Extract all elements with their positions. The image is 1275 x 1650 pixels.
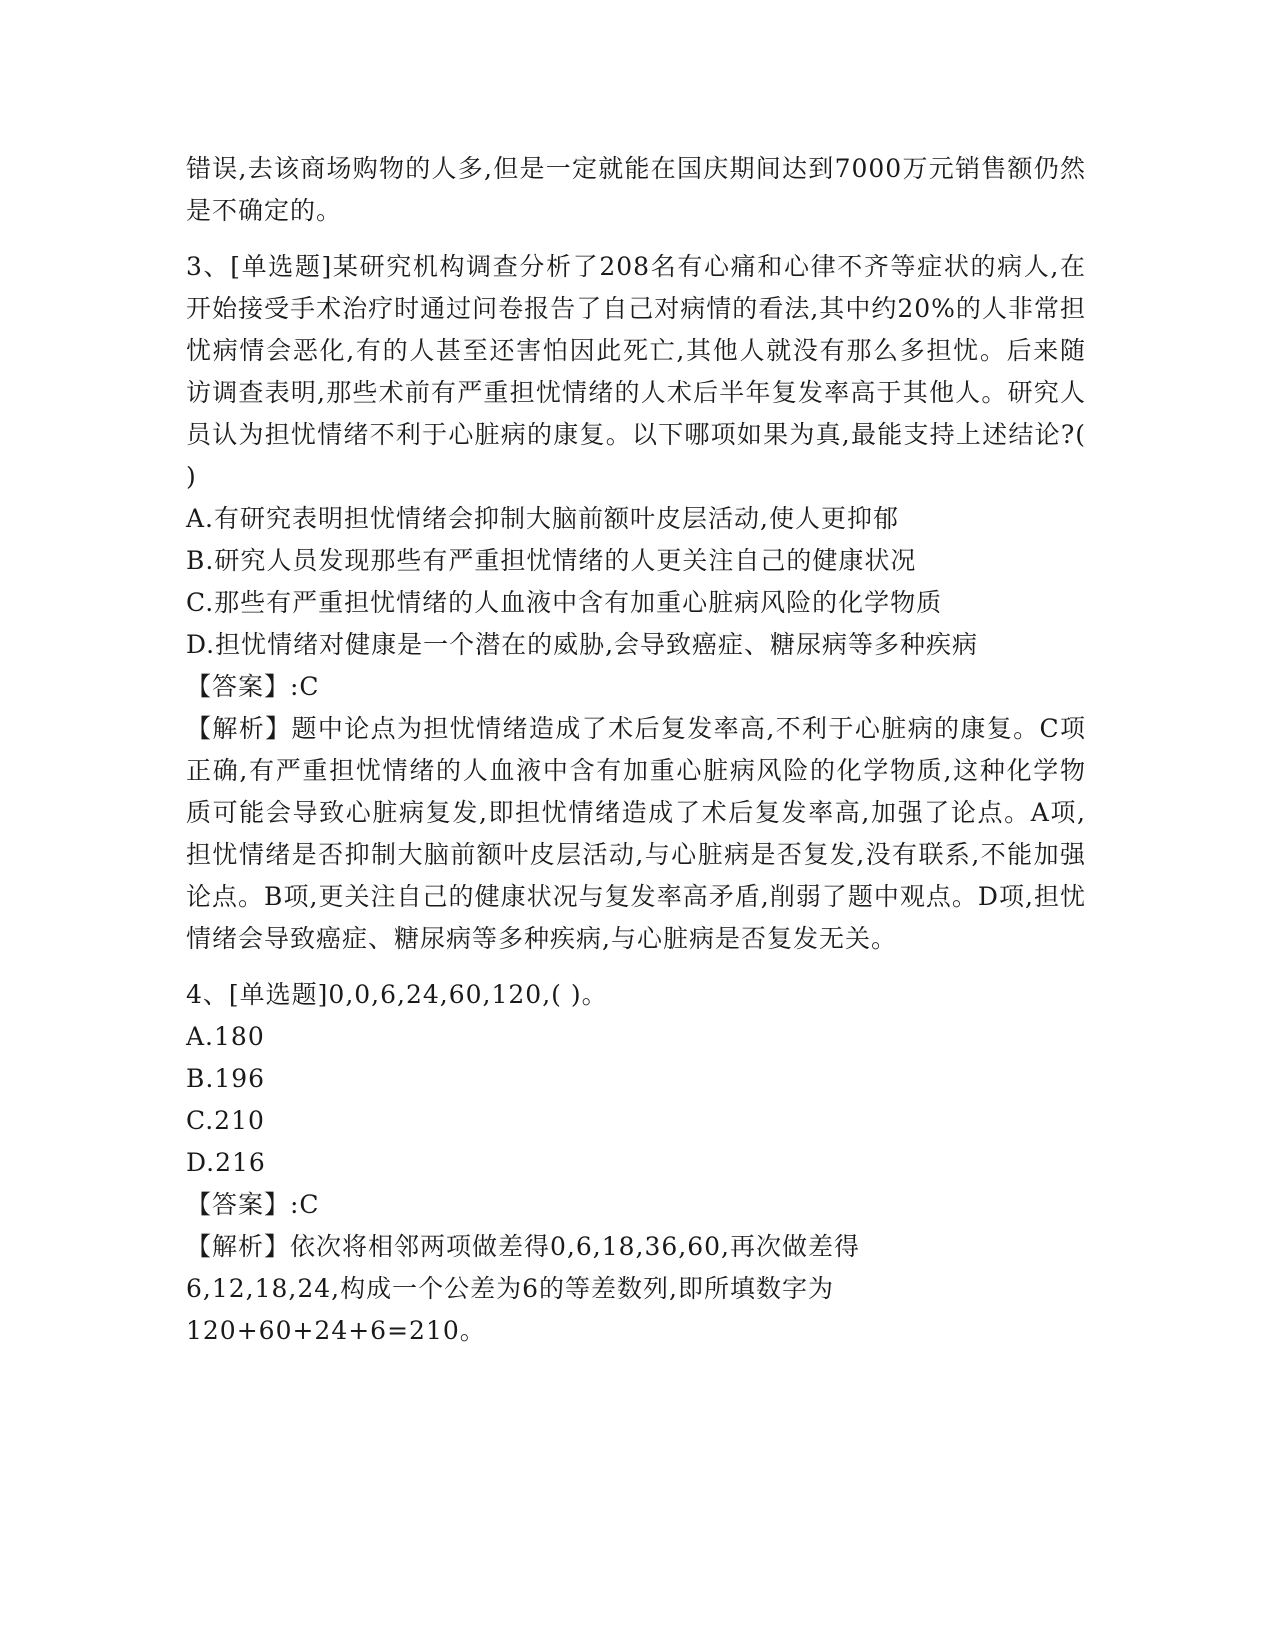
- question-3-option-b: B.研究人员发现那些有严重担忧情绪的人更关注自己的健康状况: [186, 546, 917, 575]
- continuation-paragraph: 错误,去该商场购物的人多,但是一定就能在国庆期间达到7000万元销售额仍然是不确定的。: [186, 154, 1086, 225]
- question-3-answer: 【答案】:C: [186, 672, 320, 701]
- question-3-option-a: A.有研究表明担忧情绪会抑制大脑前额叶皮层活动,使人更抑郁: [186, 504, 899, 533]
- question-4-answer: 【答案】:C: [186, 1190, 320, 1219]
- spacer: [186, 232, 1086, 246]
- question-4-option-b: B.196: [186, 1064, 266, 1093]
- question-3-option-d: D.担忧情绪对健康是一个潜在的威胁,会导致癌症、糖尿病等多种疾病: [186, 630, 979, 659]
- question-3-option-c: C.那些有严重担忧情绪的人血液中含有加重心脏病风险的化学物质: [186, 588, 943, 617]
- question-3-stem: 3、[单选题]某研究机构调查分析了208名有心痛和心律不齐等症状的病人,在开始接受手术治疗时通过问卷报告了自己对病情的看法,其中约20%的人非常担忧病情会恶化,有的人甚至还害怕因此死亡,其他人就没有那么多担忧。后来随访调查表明,那些术前有严重担忧情绪的人术后半年复发率高于其他人。研究人员认为担忧情绪不利于心脏病的康复。以下哪项如果为真,最能支持上述结论?( ): [186, 252, 1086, 491]
- question-4-analysis-line: 【解析】依次将相邻两项做差得0,6,18,36,60,再次做差得: [186, 1232, 860, 1261]
- question-4-option-d: D.216: [186, 1148, 266, 1177]
- document-page: [186, 148, 1086, 1352]
- question-4-option-a: A.180: [186, 1022, 265, 1051]
- question-4-analysis-line: 6,12,18,24,构成一个公差为6的等差数列,即所填数字为: [186, 1274, 834, 1303]
- question-4-option-c: C.210: [186, 1106, 265, 1135]
- question-4-analysis-line: 120+60+24+6=210。: [186, 1316, 486, 1345]
- question-3-analysis: 【解析】题中论点为担忧情绪造成了术后复发率高,不利于心脏病的康复。C项正确,有严重担忧情绪的人血液中含有加重心脏病风险的化学物质,这种化学物质可能会导致心脏病复发,即担忧情绪造成了术后复发率高,加强了论点。A项,担忧情绪是否抑制大脑前额叶皮层活动,与心脏病是否复发,没有联系,不能加强论点。B项,更关注自己的健康状况与复发率高矛盾,削弱了题中观点。D项,担忧情绪会导致癌症、糖尿病等多种疾病,与心脏病是否复发无关。: [186, 714, 1086, 953]
- question-4: [186, 974, 1086, 1352]
- question-4-stem: 4、[单选题]0,0,6,24,60,120,( )。: [186, 980, 608, 1009]
- spacer: [186, 960, 1086, 974]
- question-3: [186, 246, 1086, 960]
